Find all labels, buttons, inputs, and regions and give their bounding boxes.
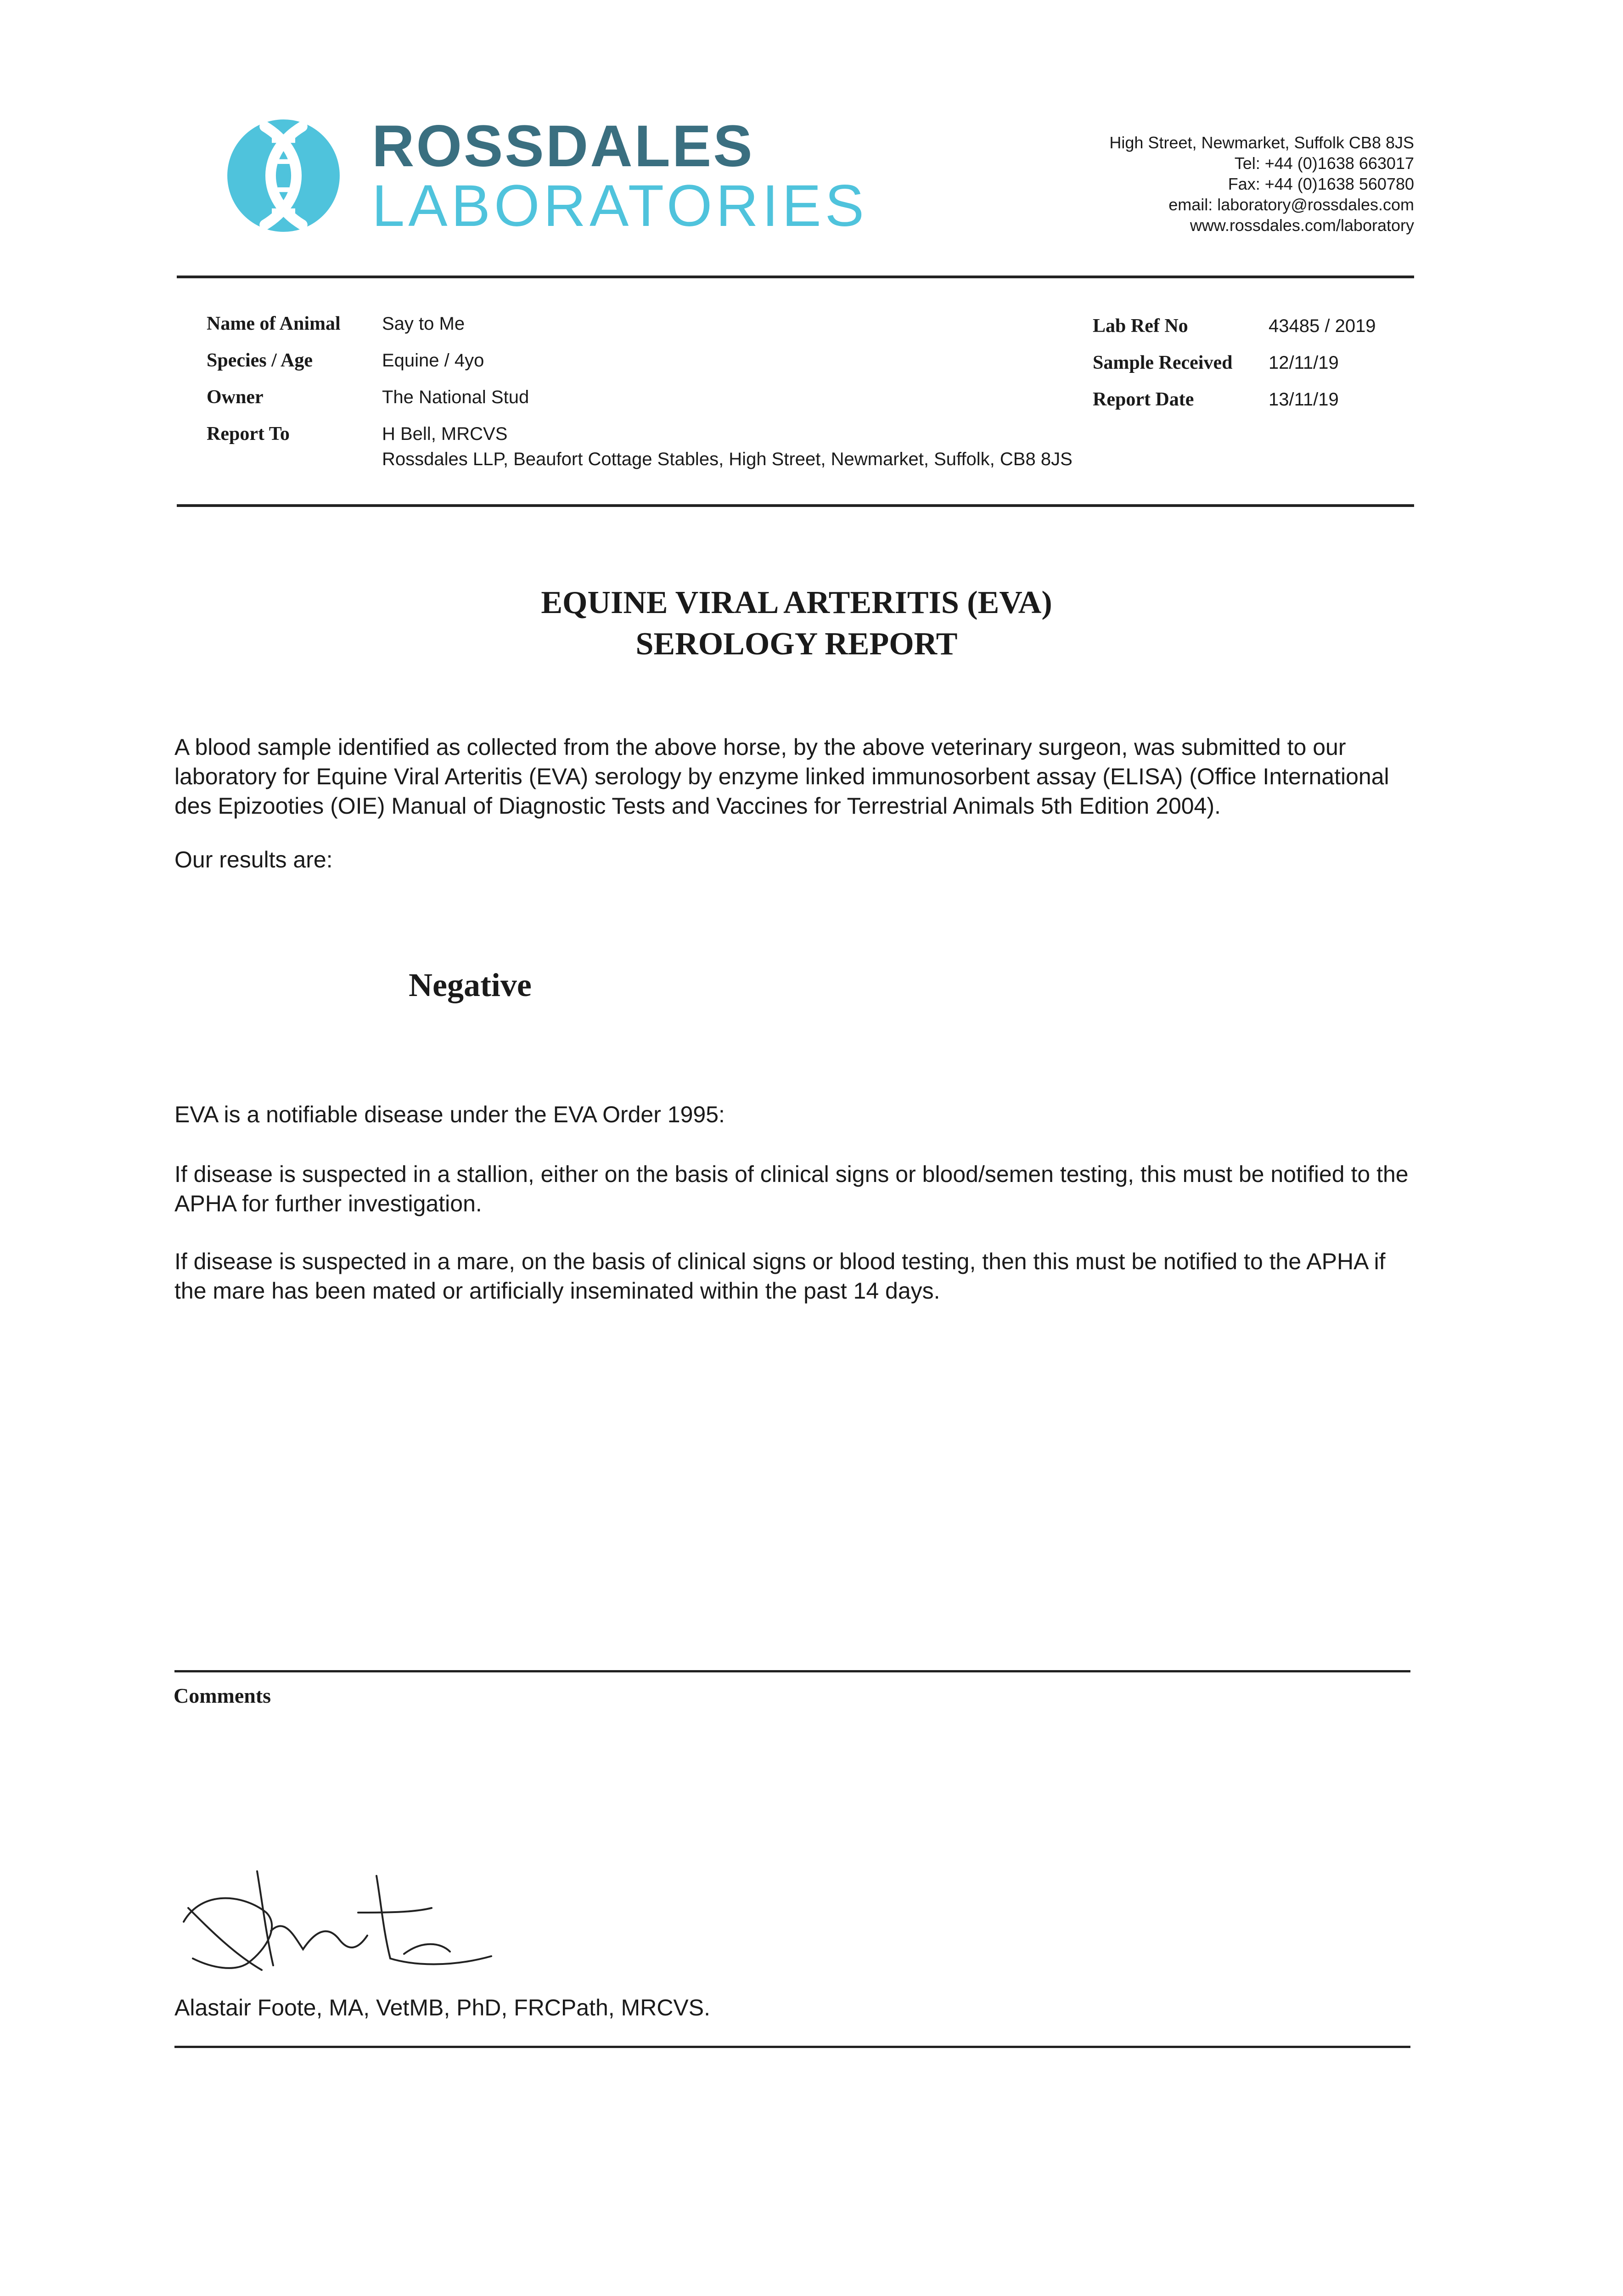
report-date-value: 13/11/19 <box>1269 389 1339 410</box>
dna-helix-icon <box>225 117 342 234</box>
report-title: EQUINE VIRAL ARTERITIS (EVA) <box>541 585 1052 620</box>
brand-subtitle: LABORATORIES <box>372 173 868 239</box>
header-divider <box>177 276 1414 278</box>
report-subtitle: SEROLOGY REPORT <box>635 626 958 662</box>
footer-divider <box>174 2046 1410 2048</box>
comments-label: Comments <box>174 1684 271 1707</box>
brand-name: ROSSDALES <box>372 113 754 179</box>
lab-ref-label: Lab Ref No <box>1093 315 1188 337</box>
address-line: High Street, Newmarket, Suffolk CB8 8JS <box>1109 133 1414 152</box>
report-date-label: Report Date <box>1093 389 1194 410</box>
owner-value: The National Stud <box>382 387 529 407</box>
owner-label: Owner <box>207 387 264 408</box>
report-to-name: H Bell, MRCVS <box>382 424 508 444</box>
lab-address <box>1109 132 1414 236</box>
comments-divider <box>174 1670 1410 1672</box>
name-of-animal-label: Name of Animal <box>207 313 341 334</box>
notifiable-statement: EVA is a notifiable disease under the EVA Order 1995: <box>174 1102 725 1127</box>
sample-received-label: Sample Received <box>1093 352 1233 373</box>
handwritten-signature <box>174 1862 505 1977</box>
mare-note: If disease is suspected in a mare, on the basis of clinical signs or blood testing, then this must be notified to the APHA if the mare has been mated or artificially inseminated within the past 14 days. <box>174 1249 1386 1304</box>
species-age-label: Species / Age <box>207 350 313 371</box>
sample-received-value: 12/11/19 <box>1269 353 1339 373</box>
intro-paragraph: A blood sample identified as collected from the above horse, by the above veterinary surgeon, was submitted to our laboratory for Equine Viral Arteritis (EVA) serology by enzyme linked immunosorbent assay (ELISA) (Office International des Epizooties (OIE) Manual of Diagnostic Tests and Vaccines for Terrestrial Animals 5th Edition 2004). <box>174 734 1389 819</box>
phone-line: Tel: +44 (0)1638 663017 <box>1234 154 1414 173</box>
species-age-value: Equine / 4yo <box>382 350 484 371</box>
report-to-address: Rossdales LLP, Beaufort Cottage Stables, High Street, Newmarket, Suffolk, CB8 8JS <box>382 449 1073 469</box>
details-divider <box>177 504 1414 507</box>
email-line: email: laboratory@rossdales.com <box>1168 195 1414 214</box>
signatory-name: Alastair Foote, MA, VetMB, PhD, FRCPath, MRCVS. <box>174 1995 711 2020</box>
stallion-note: If disease is suspected in a stallion, either on the basis of clinical signs or blood/semen testing, this must be notified to the APHA for further investigation. <box>174 1161 1409 1216</box>
results-lead: Our results are: <box>174 847 333 872</box>
website-line: www.rossdales.com/laboratory <box>1190 216 1414 235</box>
name-of-animal-value: Say to Me <box>382 314 465 334</box>
fax-line: Fax: +44 (0)1638 560780 <box>1228 174 1414 193</box>
report-to-label: Report To <box>207 423 290 445</box>
lab-ref-value: 43485 / 2019 <box>1269 316 1376 336</box>
test-result: Negative <box>409 967 532 1003</box>
